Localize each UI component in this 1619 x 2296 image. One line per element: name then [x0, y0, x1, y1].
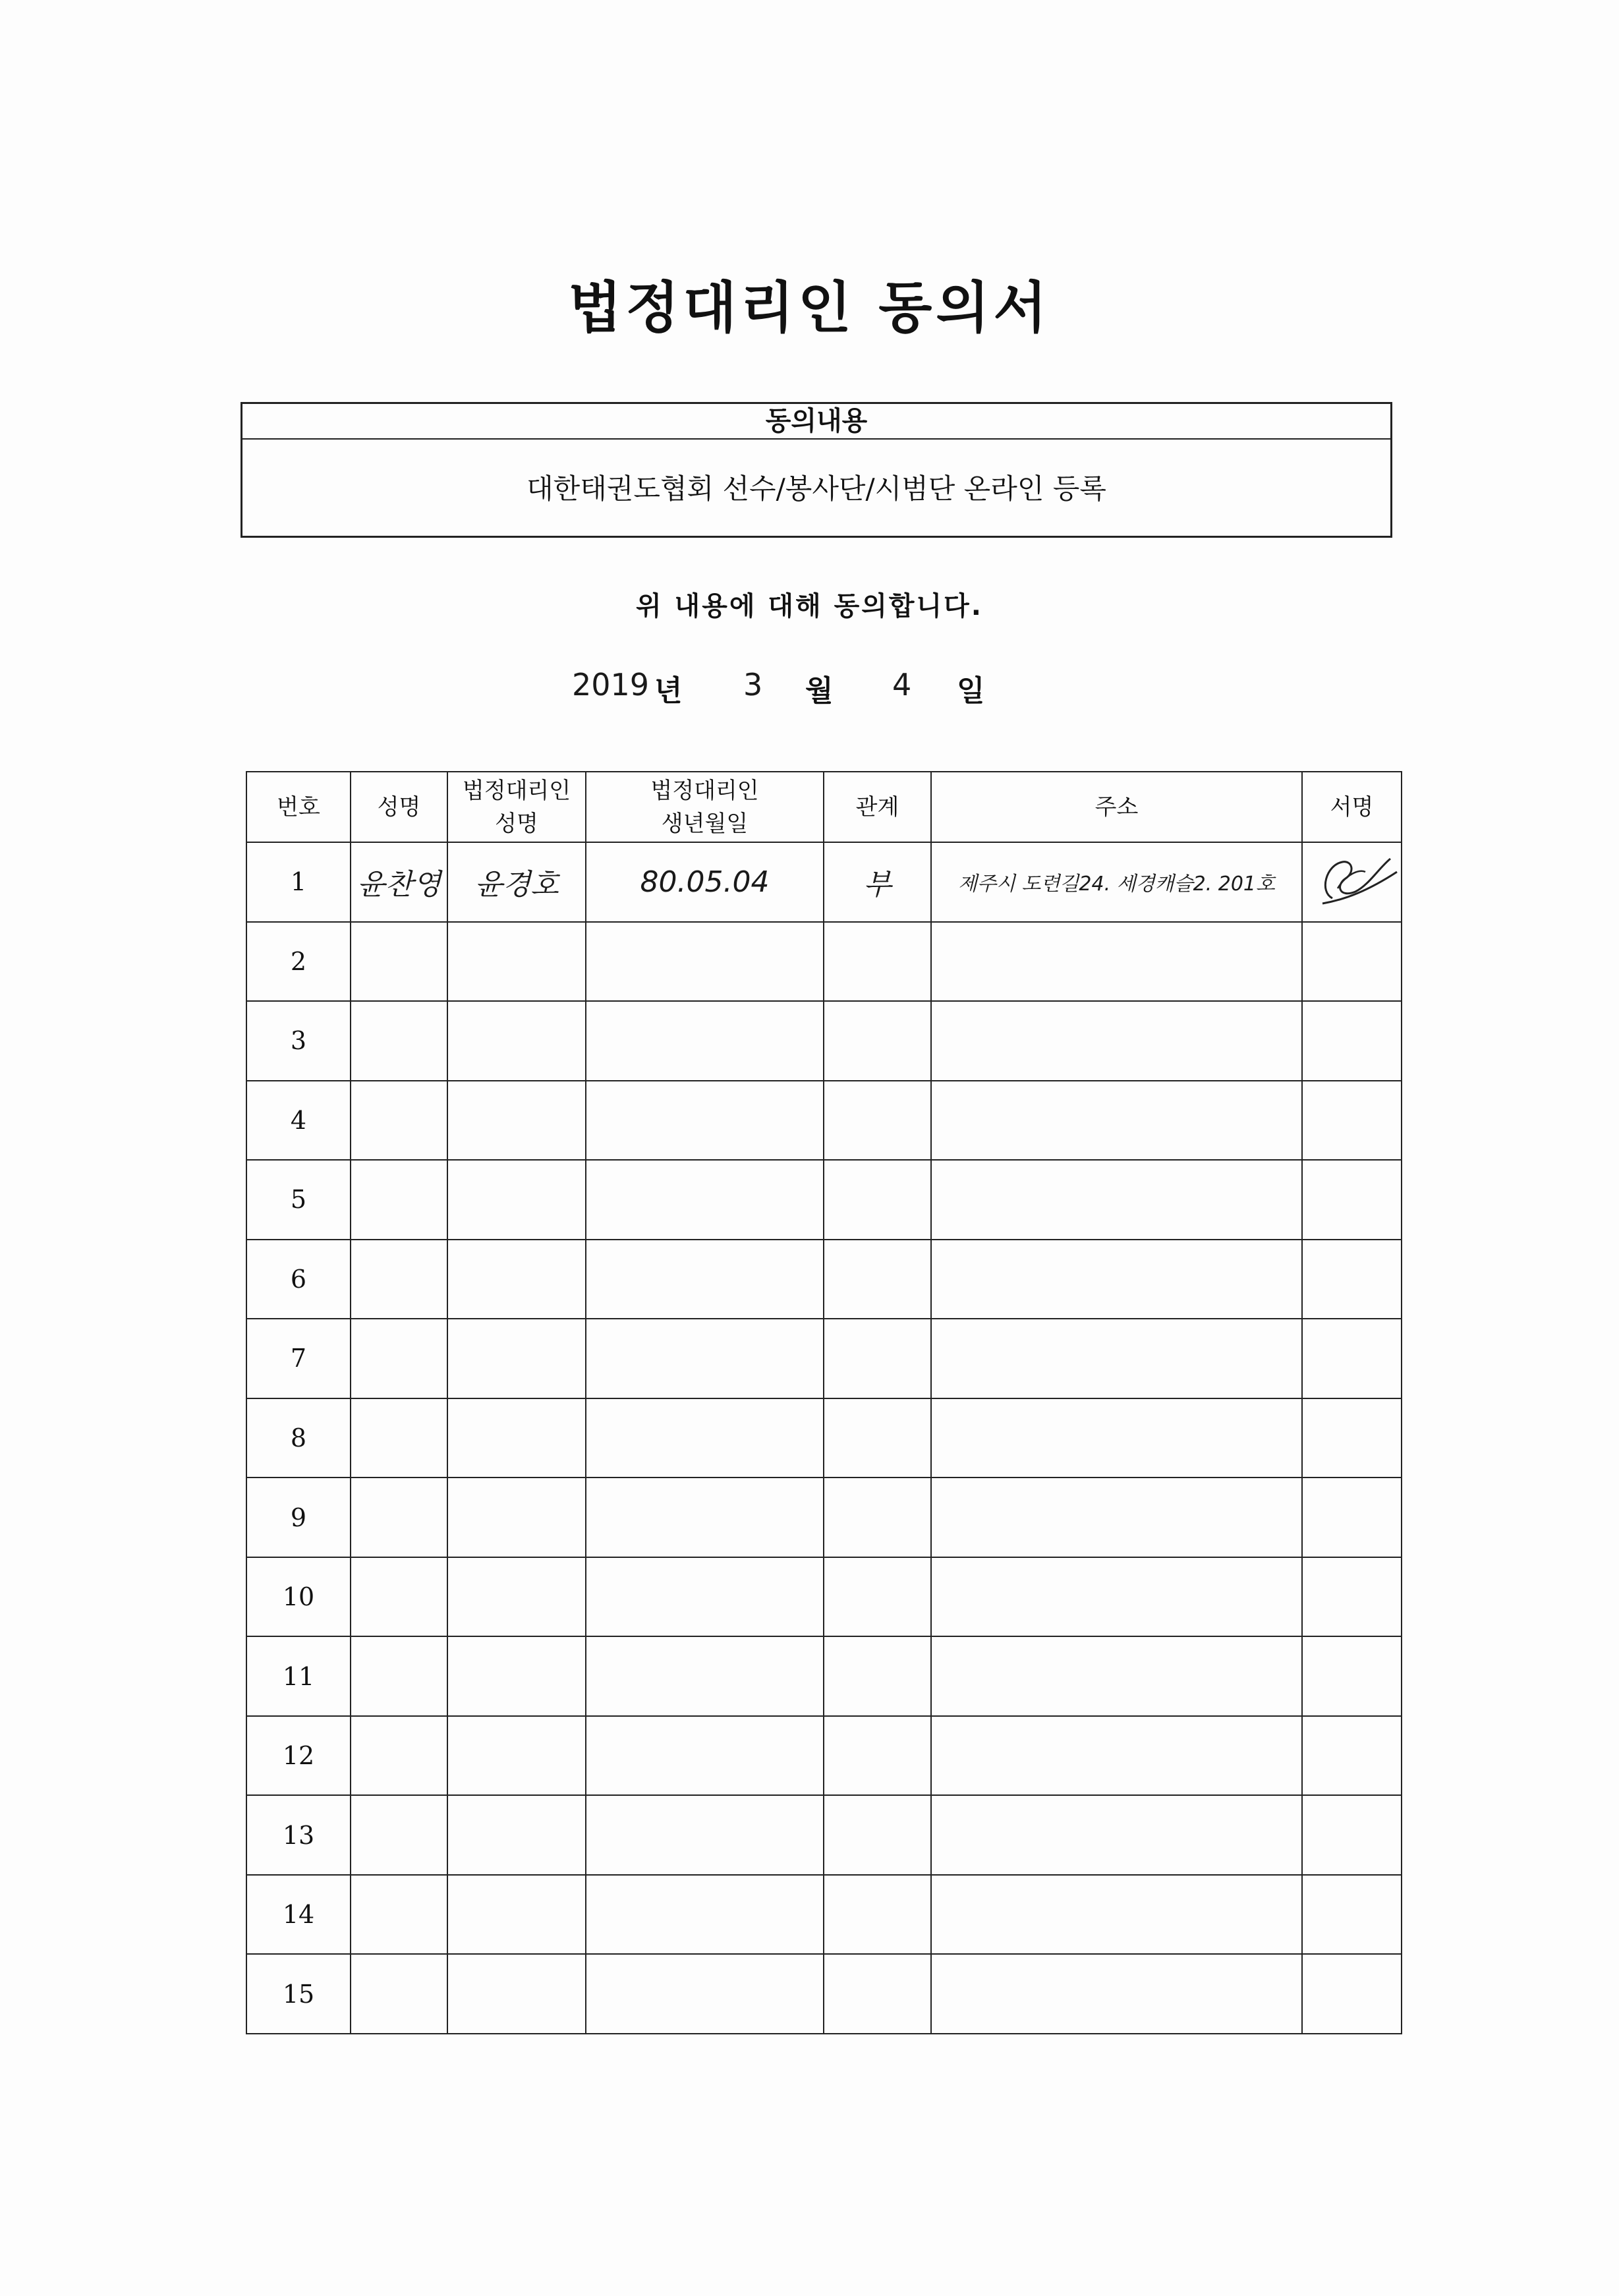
cell-signature	[1302, 1954, 1402, 2034]
header-address: 주소	[931, 772, 1302, 842]
date-day: 4	[892, 667, 912, 703]
cell-guardian-birth	[586, 1875, 824, 1955]
table-row	[246, 1160, 1402, 1240]
cell-guardian-name	[447, 1398, 586, 1478]
cell-address	[931, 1478, 1302, 1557]
cell-guardian-birth	[586, 1795, 824, 1875]
cell-name	[351, 1001, 447, 1081]
cell-guardian-name	[447, 1160, 586, 1240]
cell-no: 13	[246, 1795, 351, 1875]
cell-signature	[1302, 1001, 1402, 1081]
cell-guardian-birth	[586, 1240, 824, 1319]
header-signature: 서명	[1302, 772, 1402, 842]
cell-name	[351, 1478, 447, 1557]
consent-content-box	[241, 402, 1392, 538]
cell-relation	[824, 1160, 931, 1240]
cell-no: 4	[246, 1081, 351, 1161]
cell-relation	[824, 1716, 931, 1796]
cell-no: 6	[246, 1240, 351, 1319]
cell-no: 3	[246, 1001, 351, 1081]
cell-no: 12	[246, 1716, 351, 1796]
cell-signature	[1302, 1081, 1402, 1161]
header-guardian-birth	[586, 772, 824, 842]
cell-address	[931, 1557, 1302, 1637]
document-title: 법정대리인 동의서	[568, 275, 1051, 340]
header-guardian-name-line2: 성명	[495, 810, 538, 837]
cell-name	[351, 1160, 447, 1240]
consent-body: 대한태권도협회 선수/봉사단/시범단 온라인 등록	[526, 473, 1106, 505]
cell-relation	[824, 1557, 931, 1637]
cell-no: 7	[246, 1319, 351, 1398]
table-header-row	[246, 772, 1402, 842]
cell-signature	[1302, 1795, 1402, 1875]
table-row	[246, 1001, 1402, 1081]
header-name: 성명	[351, 772, 447, 842]
cell-guardian-birth	[586, 1716, 824, 1796]
cell-address	[931, 1875, 1302, 1955]
cell-relation	[824, 1636, 931, 1716]
cell-guardian-name	[447, 1557, 586, 1637]
cell-guardian-name: 윤경호	[447, 842, 586, 922]
cell-address	[931, 1398, 1302, 1478]
cell-guardian-birth	[586, 1319, 824, 1398]
cell-signature	[1302, 1636, 1402, 1716]
cell-guardian-name	[447, 1716, 586, 1796]
cell-no: 8	[246, 1398, 351, 1478]
cell-address: 제주시 도련길24. 세경캐슬2. 201호	[931, 842, 1302, 922]
agreement-statement: 위 내용에 대해 동의합니다.	[635, 591, 983, 621]
table-row	[246, 1081, 1402, 1161]
cell-guardian-name	[447, 1636, 586, 1716]
cell-guardian-name	[447, 1001, 586, 1081]
header-relation: 관계	[824, 772, 931, 842]
cell-signature	[1302, 1319, 1402, 1398]
cell-name	[351, 1875, 447, 1955]
cell-relation: 부	[824, 842, 931, 922]
cell-signature	[1302, 842, 1402, 922]
cell-relation	[824, 922, 931, 1002]
date-year-unit: 년	[654, 674, 683, 708]
table-row	[246, 1557, 1402, 1637]
table-row	[246, 1795, 1402, 1875]
table-row	[246, 1954, 1402, 2034]
cell-guardian-birth	[586, 1636, 824, 1716]
cell-name	[351, 1319, 447, 1398]
cell-name	[351, 1954, 447, 2034]
table-row	[246, 1240, 1402, 1319]
cell-signature	[1302, 1557, 1402, 1637]
cell-address	[931, 1319, 1302, 1398]
table-row	[246, 842, 1402, 922]
date-year: 2019	[572, 667, 650, 703]
cell-no: 2	[246, 922, 351, 1002]
cell-no: 1	[246, 842, 351, 922]
cell-guardian-birth	[586, 922, 824, 1002]
cell-name	[351, 1240, 447, 1319]
table-row	[246, 1875, 1402, 1955]
signature-mark	[1306, 852, 1398, 911]
cell-no: 11	[246, 1636, 351, 1716]
cell-name	[351, 1081, 447, 1161]
cell-relation	[824, 1081, 931, 1161]
cell-signature	[1302, 1398, 1402, 1478]
header-no: 번호	[246, 772, 351, 842]
table-row	[246, 1636, 1402, 1716]
cell-signature	[1302, 1240, 1402, 1319]
table-row	[246, 1478, 1402, 1557]
date-month: 3	[743, 667, 763, 703]
cell-guardian-name	[447, 922, 586, 1002]
cell-relation	[824, 1478, 931, 1557]
cell-name	[351, 1795, 447, 1875]
cell-relation	[824, 1398, 931, 1478]
cell-address	[931, 922, 1302, 1002]
cell-guardian-name	[447, 1081, 586, 1161]
cell-address	[931, 1081, 1302, 1161]
cell-relation	[824, 1795, 931, 1875]
date-day-unit: 일	[957, 674, 985, 708]
consent-header: 동의내용	[242, 404, 1390, 440]
cell-no: 15	[246, 1954, 351, 2034]
cell-guardian-name	[447, 1240, 586, 1319]
cell-guardian-birth	[586, 1160, 824, 1240]
registration-table	[246, 771, 1402, 2034]
header-guardian-birth-line2: 생년월일	[661, 810, 749, 837]
cell-guardian-name	[447, 1319, 586, 1398]
cell-guardian-birth	[586, 1557, 824, 1637]
cell-guardian-birth	[586, 1081, 824, 1161]
cell-signature	[1302, 1160, 1402, 1240]
cell-address	[931, 1795, 1302, 1875]
cell-signature	[1302, 922, 1402, 1002]
cell-guardian-birth: 80.05.04	[586, 842, 824, 922]
date-month-unit: 월	[805, 674, 834, 708]
cell-guardian-birth	[586, 1001, 824, 1081]
cell-address	[931, 1954, 1302, 2034]
cell-address	[931, 1716, 1302, 1796]
cell-guardian-name	[447, 1478, 586, 1557]
cell-signature	[1302, 1478, 1402, 1557]
cell-relation	[824, 1954, 931, 2034]
header-guardian-name-line1: 법정대리인	[462, 777, 571, 804]
cell-name	[351, 1636, 447, 1716]
cell-guardian-birth	[586, 1478, 824, 1557]
table-row	[246, 1398, 1402, 1478]
cell-guardian-birth	[586, 1398, 824, 1478]
cell-guardian-name	[447, 1875, 586, 1955]
cell-name	[351, 1716, 447, 1796]
cell-relation	[824, 1319, 931, 1398]
header-guardian-birth-line1: 법정대리인	[650, 777, 759, 804]
cell-address	[931, 1001, 1302, 1081]
cell-signature	[1302, 1875, 1402, 1955]
cell-name	[351, 1398, 447, 1478]
cell-address	[931, 1160, 1302, 1240]
cell-address	[931, 1636, 1302, 1716]
cell-name: 윤찬영	[351, 842, 447, 922]
table-row	[246, 1319, 1402, 1398]
table-row	[246, 922, 1402, 1002]
cell-signature	[1302, 1716, 1402, 1796]
header-guardian-name	[447, 772, 586, 842]
cell-name	[351, 1557, 447, 1637]
cell-address	[931, 1240, 1302, 1319]
cell-guardian-name	[447, 1954, 586, 2034]
cell-guardian-birth	[586, 1954, 824, 2034]
cell-relation	[824, 1001, 931, 1081]
cell-no: 10	[246, 1557, 351, 1637]
cell-name	[351, 922, 447, 1002]
cell-no: 5	[246, 1160, 351, 1240]
cell-guardian-name	[447, 1795, 586, 1875]
cell-relation	[824, 1875, 931, 1955]
cell-no: 9	[246, 1478, 351, 1557]
cell-no: 14	[246, 1875, 351, 1955]
table-row	[246, 1716, 1402, 1796]
cell-relation	[824, 1240, 931, 1319]
